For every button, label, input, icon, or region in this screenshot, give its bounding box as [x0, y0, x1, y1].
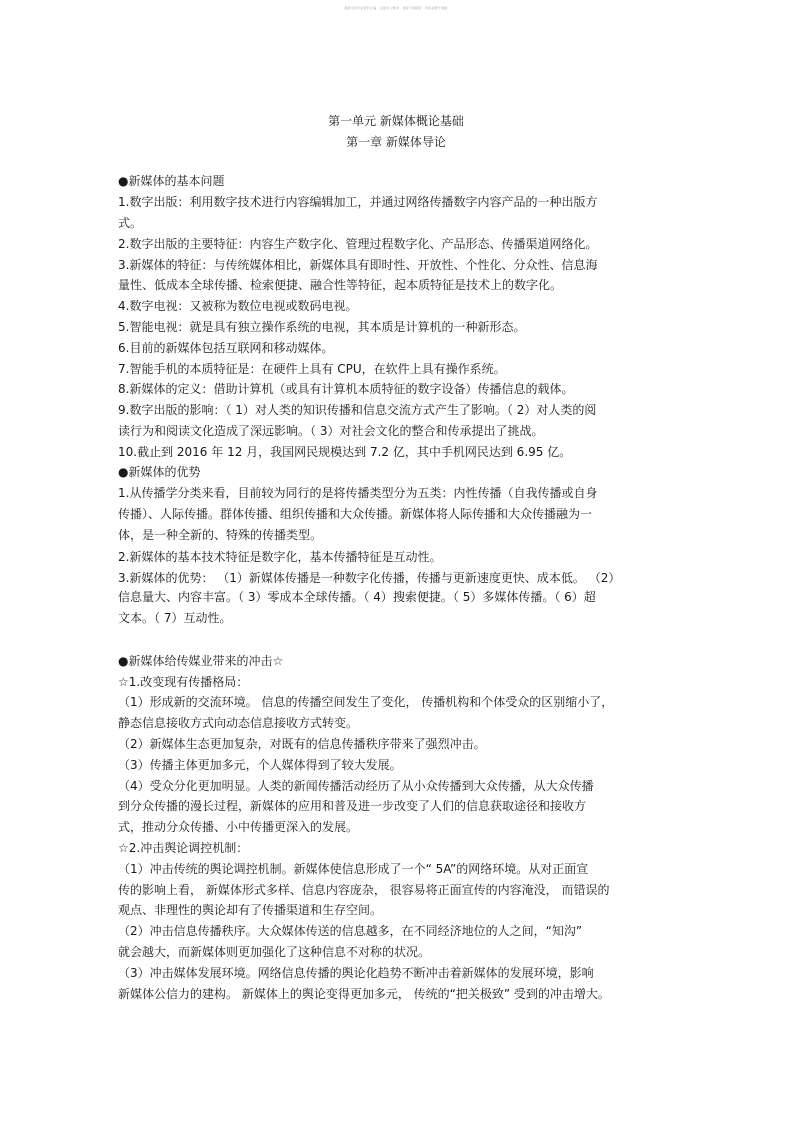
section-heading-impact: ●新媒体给传媒业带来的冲击☆: [118, 654, 284, 668]
paragraph-line: 9.数字出版的影响：（ 1）对人类的知识传播和信息交流方式产生了影响。（ 2）对人类的阅: [118, 403, 597, 417]
paragraph-line: 式，推动分众传播、小中传播更深入的发展。: [118, 820, 359, 834]
paragraph-line: （2）新媒体生态更加复杂，对既有的信息传播秩序带来了强烈冲击。: [118, 737, 486, 751]
paragraph-line: 到分众传播的漫长过程，新媒体的应用和普及进一步改变了人们的信息获取途径和接收方: [118, 799, 587, 813]
paragraph-line: （2）冲击信息传播秩序。大众媒体传送的信息越多，在不同经济地位的人之间，“知沟”: [118, 924, 583, 938]
paragraph-line: 3.新媒体的优势： （1）新媒体传播是一种数字化传播，传播与更新速度更快、成本低。 （2）: [118, 571, 621, 585]
paragraph-line: （4）受众分化更加明显。人类的新闻传播活动经历了从小众传播到大众传播，从大众传播: [118, 779, 594, 793]
paragraph-line: 传播）、人际传播。群体传播、组织传播和大众传播。新媒体将人际传播和大众传播融为一: [118, 507, 593, 521]
section-heading-advantages: ●新媒体的优势: [118, 465, 201, 479]
paragraph-line: 信息量大、内容丰富。（ 3）零成本全球传播。（ 4）搜索便捷。（ 5）多媒体传播。（ 6）超: [118, 590, 596, 604]
paragraph-line: （3）传播主体更加多元，个人媒体得到了较大发展。: [118, 758, 402, 772]
paragraph-line: 新媒体公信力的建构。 新媒体上的舆论变得更加多元， 传统的“把关极致” 受到的冲击增大。: [118, 987, 610, 1001]
subsection-heading: ☆1.改变现有传播格局：: [118, 675, 249, 689]
unit-title: 第一单元 新媒体概论基础: [328, 114, 464, 128]
paragraph-line: 观点、非理性的舆论却有了传播渠道和生存空间。: [118, 903, 383, 917]
paragraph-line: 静态信息接收方式向动态信息接收方式转变。: [118, 716, 359, 730]
paragraph-line: 就会越大，而新媒体则更加强化了这种信息不对称的状况。: [118, 945, 431, 959]
subsection-heading: ☆2.冲击舆论调控机制：: [118, 841, 249, 855]
section-heading-basic-issues: ●新媒体的基本问题: [118, 174, 225, 188]
paragraph-line: 4.数字电视：又被称为数位电视或数码电视。: [118, 299, 358, 313]
paragraph-line: 体，是一种全新的、特殊的传播类型。: [118, 528, 323, 542]
paragraph-line: 8.新媒体的定义：借助计算机（或具有计算机本质特征的数字设备）传播信息的载体。: [118, 382, 574, 396]
paragraph-line: 量性、低成本全球传播、检索便捷、融合性等特征，起本质特征是技术上的数字化。: [118, 278, 563, 292]
paragraph-line: 文本。（ 7）互动性。: [118, 611, 232, 625]
paragraph-line: 5.智能电视：就是具有独立操作系统的电视，其本质是计算机的一种新形态。: [118, 320, 526, 334]
paragraph-line: 10.截止到 2016 年 12 月，我国网民规模达到 7.2 亿，其中手机网民达到 6.95 亿。: [118, 445, 572, 459]
paragraph-line: 7.智能手机的本质特征是：在硬件上具有 CPU，在软件上具有操作系统。: [118, 362, 506, 376]
chapter-title: 第一章 新媒体导论: [346, 135, 446, 149]
header-note: 最新文档专业资料汇编 · 仅供学习参考 · 欢迎下载阅读 · 内容来源于网络: [344, 6, 448, 10]
paragraph-line: （1）冲击传统的舆论调控机制。新媒体使信息形成了一个“ 5A”的网络环境。从对正面宣: [118, 862, 589, 876]
paragraph-line: 1.从传播学分类来看，目前较为同行的是将传播类型分为五类：内性传播（自我传播或自身: [118, 486, 598, 500]
paragraph-line: 2.新媒体的基本技术特征是数字化，基本传播特征是互动性。: [118, 550, 442, 564]
paragraph-line: 2.数字出版的主要特征：内容生产数字化、管理过程数字化、产品形态、传播渠道网络化。: [118, 237, 598, 251]
paragraph-line: （3）冲击媒体发展环境。网络信息传播的舆论化趋势不断冲击着新媒体的发展环境，影响: [118, 966, 594, 980]
paragraph-line: 读行为和阅读文化造成了深远影响。（ 3）对社会文化的整合和传承提出了挑战。: [118, 424, 544, 438]
paragraph-line: 式。: [118, 216, 143, 230]
paragraph-line: （1）形成新的交流环境。 信息的传播空间发生了变化， 传播机构和个体受众的区别缩小了，: [118, 695, 614, 709]
paragraph-line: 6.目前的新媒体包括互联网和移动媒体。: [118, 341, 334, 355]
paragraph-line: 1.数字出版：利用数字技术进行内容编辑加工，并通过网络传播数字内容产品的一种出版方: [118, 195, 598, 209]
paragraph-line: 3.新媒体的特征：与传统媒体相比，新媒体具有即时性、开放性、个性化、分众性、信息海: [118, 258, 598, 272]
paragraph-line: 传的影响上看， 新媒体形式多样、信息内容庞杂， 很容易将正面宣传的内容淹没， 而错误的: [118, 883, 610, 897]
